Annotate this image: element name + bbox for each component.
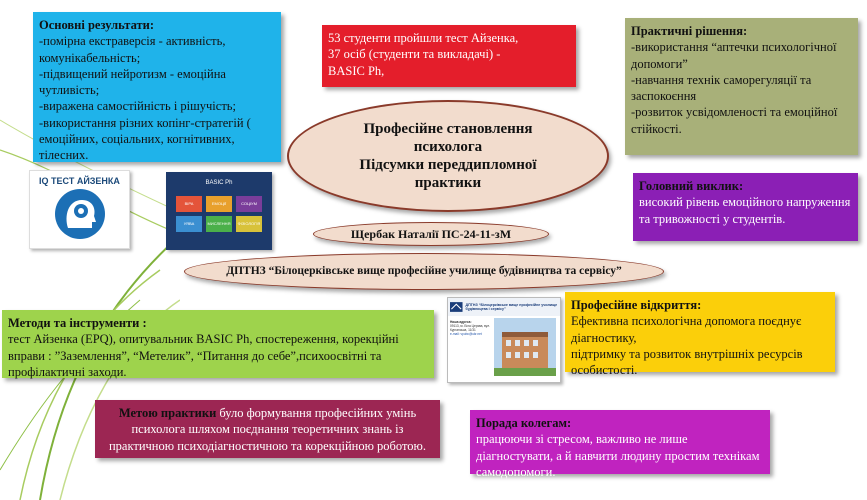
main-title-line-2: психолога (413, 139, 483, 155)
goal-box (95, 400, 440, 458)
practical-line: -навчання технік саморегуляції та заспокоєння (631, 72, 812, 103)
advice-box (470, 410, 770, 479)
flyer-title: ДПТНЗ “Білоцерківське вище професійне училище будівництва і сервісу” (465, 302, 558, 311)
practical-line: -використання “аптечки психологічної допомоги” (631, 40, 837, 71)
main-title-line-1: Професійне становлення (363, 121, 533, 137)
practical-title: Практичні рішення: (631, 24, 748, 38)
basic-tile: УЯВА (176, 216, 202, 232)
college-logo-icon (450, 300, 463, 314)
challenge-text: високий рівень емоційного напруження та тривожності у студентів. (639, 195, 851, 226)
results-box (33, 12, 281, 162)
challenge-box (633, 173, 858, 241)
results-line: -виражена самостійність і рішучість; (39, 99, 236, 114)
basic-ph-card (166, 172, 272, 250)
basic-ph-card-title: BASIC Ph (205, 180, 233, 186)
iq-test-card (29, 170, 130, 249)
methods-box (2, 310, 434, 378)
flyer-address-label: Наша адреса: (450, 320, 472, 324)
basic-tile: ВІРА (176, 196, 202, 212)
main-title-line-4: практики (414, 175, 482, 191)
discovery-line: Ефективна психологічна допомога поєднує діагностику, (571, 314, 802, 345)
methods-title: Методи та інструменти : (8, 316, 147, 330)
college-building-photo (494, 318, 556, 376)
results-line: -помірна екстраверсія - активність, комунікабельність; (39, 34, 226, 65)
practical-line: -розвиток усвідомленості та емоційної стійкості. (631, 105, 838, 136)
institution-name: ДПТНЗ “Білоцерківське вище професійне училище будівництва та сервісу” (226, 264, 622, 277)
brain-head-icon (50, 188, 110, 240)
author-ellipse (313, 222, 549, 246)
main-title-ellipse (287, 100, 609, 212)
basic-tile: ЕМОЦІЇ (206, 196, 232, 212)
flyer-contacts: e-mail: vpubc@ukr.net (450, 332, 482, 337)
methods-text: тест Айзенка (EPQ), опитувальник BASIC Ph, спостереження, корекційні вправи : ”Заземлення”, “Метелик”, “Питання до себе”,психоосвітні та профілактичні заходи. (8, 332, 399, 379)
students-box (322, 25, 576, 87)
results-title: Основні результати: (39, 18, 155, 32)
students-line-2: 37 осіб (студенти та викладачі) - (328, 47, 501, 62)
students-line-3: BASIC Ph, (328, 63, 385, 78)
discovery-title: Професійне відкриття: (571, 298, 702, 312)
advice-title: Порада колегам: (476, 416, 572, 430)
main-title-line-3: Підсумки переддипломної (359, 157, 537, 173)
discovery-line: підтримку та розвиток внутрішніх ресурсів особистості. (571, 346, 803, 377)
institution-ellipse (184, 253, 664, 290)
results-line: -підвищений нейротизм - емоційна чутливість; (39, 66, 226, 97)
college-flyer-image (447, 297, 561, 383)
basic-tile: МИСЛЕННЯ (206, 216, 232, 232)
flyer-address: 09113, м. Біла Церква, вул. Курганська, 11/31 (450, 324, 491, 333)
challenge-title: Головний виклик: (639, 179, 744, 193)
results-line: -використання різних копінг-стратегій ( емоційних, соціальних, когнітивних, тілесних. (39, 115, 251, 162)
practical-box (625, 18, 858, 155)
basic-tile: ФІЗІОЛОГІЯ (236, 216, 262, 232)
advice-text: працюючи зі стресом, важливо не лише діагностувати, а й навчити людину простим технікам самодопомоги. (476, 432, 760, 479)
iq-test-label: IQ ТЕСТ АЙЗЕНКА (39, 176, 120, 186)
basic-tile: СОЦІУМ (236, 196, 262, 212)
goal-bold: Метою практики (118, 406, 217, 420)
author-name: Щербак Наталії ПС-24-11-зМ (350, 226, 512, 241)
goal-text: було формування професійних умінь психолога шляхом поєднання теоретичних знань із практичною психодіагностичною та корекційною роботою. (108, 406, 427, 453)
students-line-1: 53 студенти пройшли тест Айзенка, (328, 31, 519, 45)
discovery-box (565, 292, 835, 377)
